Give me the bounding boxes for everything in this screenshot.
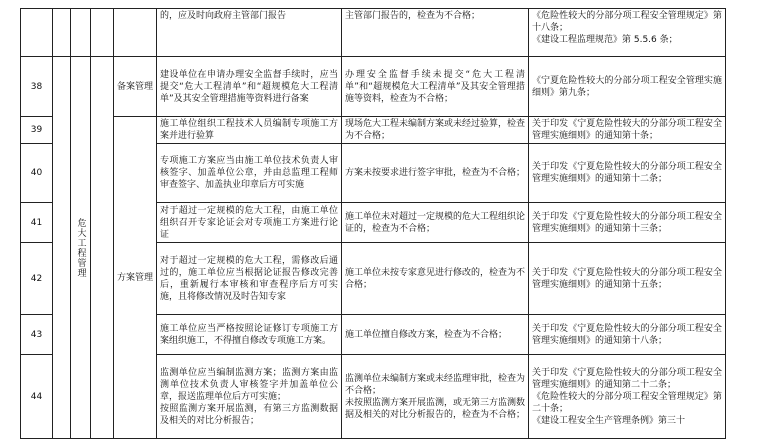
table-row xyxy=(21,117,726,144)
basis-text: 关于印发《宁夏危险性较大的分部分项工程安全管理实施细则》的通知第十二条； xyxy=(532,162,722,184)
requirement-text: 对于超过一定规模的危大工程，需修改后通过的，施工单位应当根据论证报告修改完善后，重新履行本审核和审查程序后方可实施，且将修改情况及时告知专家 xyxy=(160,255,338,302)
row-number: 39 xyxy=(21,117,53,144)
requirement-cell xyxy=(157,355,342,439)
row-number: 42 xyxy=(21,243,53,315)
requirement-text: 专项施工方案应当由施工单位技术负责人审核签字、加盖单位公章，并由总监理工程师审查签字、加盖执业印章后方可实施 xyxy=(160,156,338,190)
standard-text: 监测单位未编制方案或未经监理审批，检查为不合格； 未按照监测方案开展监测，或无第三方监测数据及相关的对比分析报告的，检查为不合格； xyxy=(345,373,526,420)
basis-text: 关于印发《宁夏危险性较大的分部分项工程安全管理实施细则》的通知第二十二条； 《危险性较大的分部分项工程安全管理规定》第二十条； 《建设工程安全生产管理条例》第三十 xyxy=(532,367,722,426)
requirement-cell xyxy=(157,315,342,355)
standard-text: 施工单位未按专家意见进行修改的，检查为不合格； xyxy=(345,267,526,290)
standard-cell xyxy=(342,243,529,315)
basis-cell xyxy=(529,9,726,57)
subcategory-cell xyxy=(114,9,157,57)
standard-cell xyxy=(342,355,529,439)
inspection-table xyxy=(20,8,726,439)
spacer-cell xyxy=(53,57,71,439)
basis-cell xyxy=(529,57,726,117)
subcategory-filing: 备案管理 xyxy=(114,57,157,117)
basis-text: 关于印发《宁夏危险性较大的分部分项工程安全管理实施细则》的通知第十八条； xyxy=(532,323,722,346)
basis-cell xyxy=(529,144,726,203)
standard-cell xyxy=(342,117,529,144)
row-number: 44 xyxy=(21,355,53,439)
requirement-text: 施工单位应当严格按照论证修订专项施工方案组织施工，不得擅自修改专项施工方案。 xyxy=(160,323,338,346)
basis-cell xyxy=(529,243,726,315)
row-number-cell xyxy=(21,9,53,57)
row-number: 38 xyxy=(21,57,53,117)
basis-text: 关于印发《宁夏危险性较大的分部分项工程安全管理实施细则》的通知第十三条； xyxy=(532,211,722,234)
category-label: 危大工程管理 xyxy=(75,217,86,278)
row-number: 41 xyxy=(21,203,53,243)
standard-cell xyxy=(342,315,529,355)
basis-cell xyxy=(529,117,726,144)
standard-cell xyxy=(342,57,529,117)
basis-text: 关于印发《宁夏危险性较大的分部分项工程安全管理实施细则》的通知第十五条； xyxy=(532,267,722,290)
requirement-cell xyxy=(157,117,342,144)
standard-cell xyxy=(342,9,529,57)
requirement-text: 建设单位在申请办理安全监督手续时，应当提交“危大工程清单”和“超规模危大工程清单”及其安全管理措施等资料进行备案 xyxy=(160,69,338,104)
requirement-text: 施工单位组织工程技术人员编制专项施工方案并进行验算 xyxy=(160,119,338,141)
requirement-text: 的，应及时向政府主管部门报告 xyxy=(160,11,287,21)
requirement-cell xyxy=(157,9,342,57)
basis-text: 《危险性较大的分部分项工程安全管理规定》第十八条； 《建设工程监理规范》第 5.5.6 条； xyxy=(532,11,722,45)
basis-cell xyxy=(529,203,726,243)
requirement-cell xyxy=(157,243,342,315)
category-cell xyxy=(71,9,91,57)
subcategory-plan: 方案管理 xyxy=(114,117,157,439)
basis-cell xyxy=(529,315,726,355)
row-number: 40 xyxy=(21,144,53,203)
standard-text: 办理安全监督手续未提交“危大工程清单”和“超规模危大工程清单”及其安全管理措施等资料，检查为不合格； xyxy=(345,69,525,104)
inspection-table-sheet xyxy=(20,8,726,439)
standard-text: 施工单位未对超过一定规模的危大工程组织论证的，检查为不合格； xyxy=(345,211,526,234)
spacer-cell xyxy=(91,57,114,439)
row-number: 43 xyxy=(21,315,53,355)
basis-text: 《宁夏危险性较大的分部分项工程安全管理实施细则》第九条； xyxy=(532,75,722,98)
standard-text: 主管部门报告的，检查为不合格； xyxy=(345,11,481,21)
requirement-cell xyxy=(157,203,342,243)
standard-text: 方案未按要求进行签字审批，检查为不合格； xyxy=(345,168,526,178)
table-row xyxy=(21,57,726,117)
basis-text: 关于印发《宁夏危险性较大的分部分项工程安全管理实施细则》的通知第十条； xyxy=(532,119,722,141)
spacer-cell xyxy=(53,9,71,57)
table-row xyxy=(21,9,726,57)
standard-text: 现场危大工程未编制方案或未经过验算，检查为不合格； xyxy=(345,119,526,141)
standard-cell xyxy=(342,203,529,243)
standard-cell xyxy=(342,144,529,203)
requirement-text: 对于超过一定规模的危大工程，由施工单位组织召开专家论证会对专项施工方案进行论证 xyxy=(160,205,338,240)
basis-cell xyxy=(529,355,726,439)
requirement-cell xyxy=(157,144,342,203)
standard-text: 施工单位擅自修改方案，检查为不合格； xyxy=(345,329,508,340)
category-label-cell xyxy=(71,57,91,439)
spacer-cell xyxy=(91,9,114,57)
requirement-text: 监测单位应当编制监测方案；监测方案由监测单位技术负责人审核签字并加盖单位公章，报送监理单位后方可实施； 按照监测方案开展监测，有第三方监测数据及相关的对比分析报告； xyxy=(160,367,338,426)
requirement-cell xyxy=(157,57,342,117)
